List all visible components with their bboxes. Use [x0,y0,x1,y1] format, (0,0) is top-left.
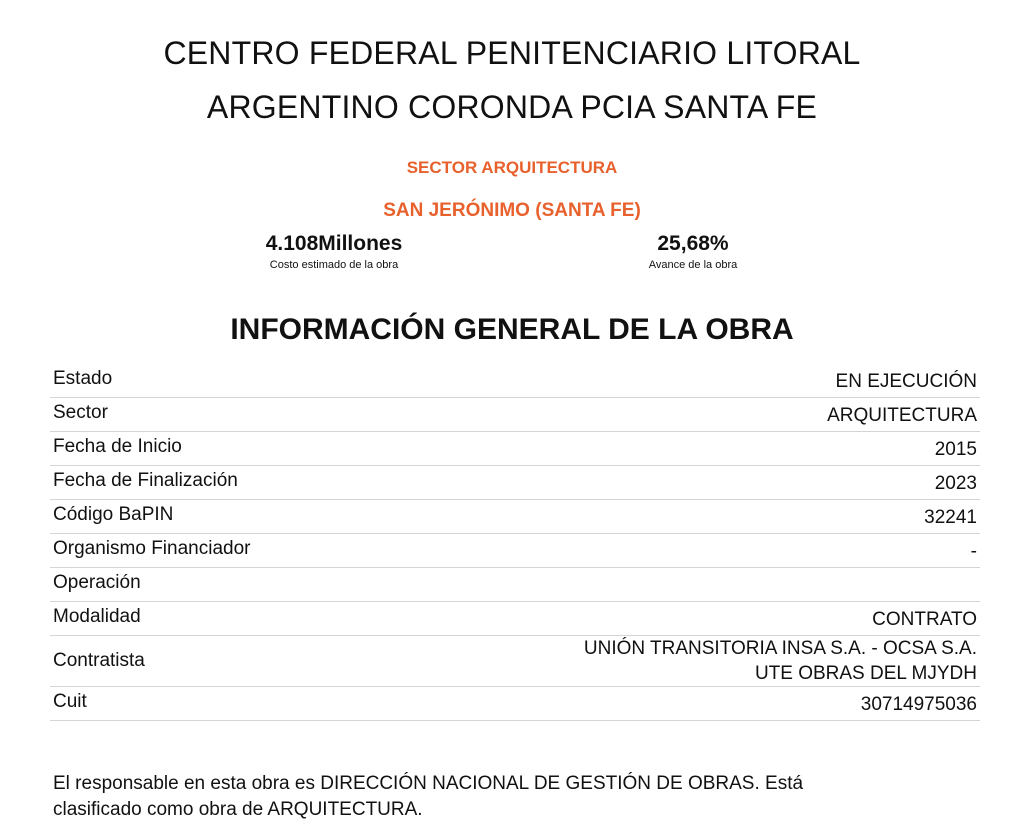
row-value: 2015 [364,432,980,466]
table-row-fecha-finalizacion [50,466,980,500]
table-row-modalidad [50,602,980,636]
table-row-fecha-inicio [50,432,980,466]
row-label: Contratista [50,636,364,687]
row-value: 2023 [364,466,980,500]
table-row-estado [50,364,980,398]
row-label: Organismo Financiador [50,534,364,568]
row-label: Operación [50,568,364,602]
table-row-organismo-financiador [50,534,980,568]
row-label: Código BaPIN [50,500,364,534]
row-value: 32241 [364,500,980,534]
table-row-cuit [50,687,980,721]
row-value: 30714975036 [364,687,980,721]
row-value [364,568,980,602]
progress-stat [573,230,813,272]
contractor-line-2: UTE OBRAS DEL MJYDH [754,663,977,684]
contractor-line-1: UNIÓN TRANSITORIA INSA S.A. - OCSA S.A. [583,638,977,659]
row-value: EN EJECUCIÓN [364,364,980,398]
page-title-line-2: ARGENTINO CORONDA PCIA SANTA FE [206,89,818,125]
progress-value: 25,68% [657,232,729,255]
info-table [50,364,980,721]
cost-stat [214,230,454,272]
section-title: INFORMACIÓN GENERAL DE LA OBRA [230,313,794,346]
row-value [364,636,980,687]
table-row-sector [50,398,980,432]
row-label: Fecha de Finalización [50,466,364,500]
row-label: Cuit [50,687,364,721]
cost-label: Costo estimado de la obra [269,259,399,271]
row-label: Sector [50,398,364,432]
row-value: - [364,534,980,568]
row-value: CONTRATO [364,602,980,636]
table-row-contratista [50,636,980,687]
table-row-codigo-bapin [50,500,980,534]
responsible-line-1: El responsable en esta obra es DIRECCIÓN NACIONAL DE GESTIÓN DE OBRAS. Está [53,773,804,794]
table-row-operacion [50,568,980,602]
progress-label: Avance de la obra [648,259,738,271]
page-title-line-1: CENTRO FEDERAL PENITENCIARIO LITORAL [163,35,861,71]
sector-heading: SECTOR ARQUITECTURA [406,158,618,177]
location-heading: SAN JERÓNIMO (SANTA FE) [383,200,641,221]
page-title [0,26,1024,134]
row-label: Fecha de Inicio [50,432,364,466]
row-label: Modalidad [50,602,364,636]
responsible-line-2: clasificado como obra de ARQUITECTURA. [53,799,423,820]
responsible-paragraph [53,771,953,823]
row-label: Estado [50,364,364,398]
cost-value: 4.108Millones [265,232,403,255]
row-value: ARQUITECTURA [364,398,980,432]
